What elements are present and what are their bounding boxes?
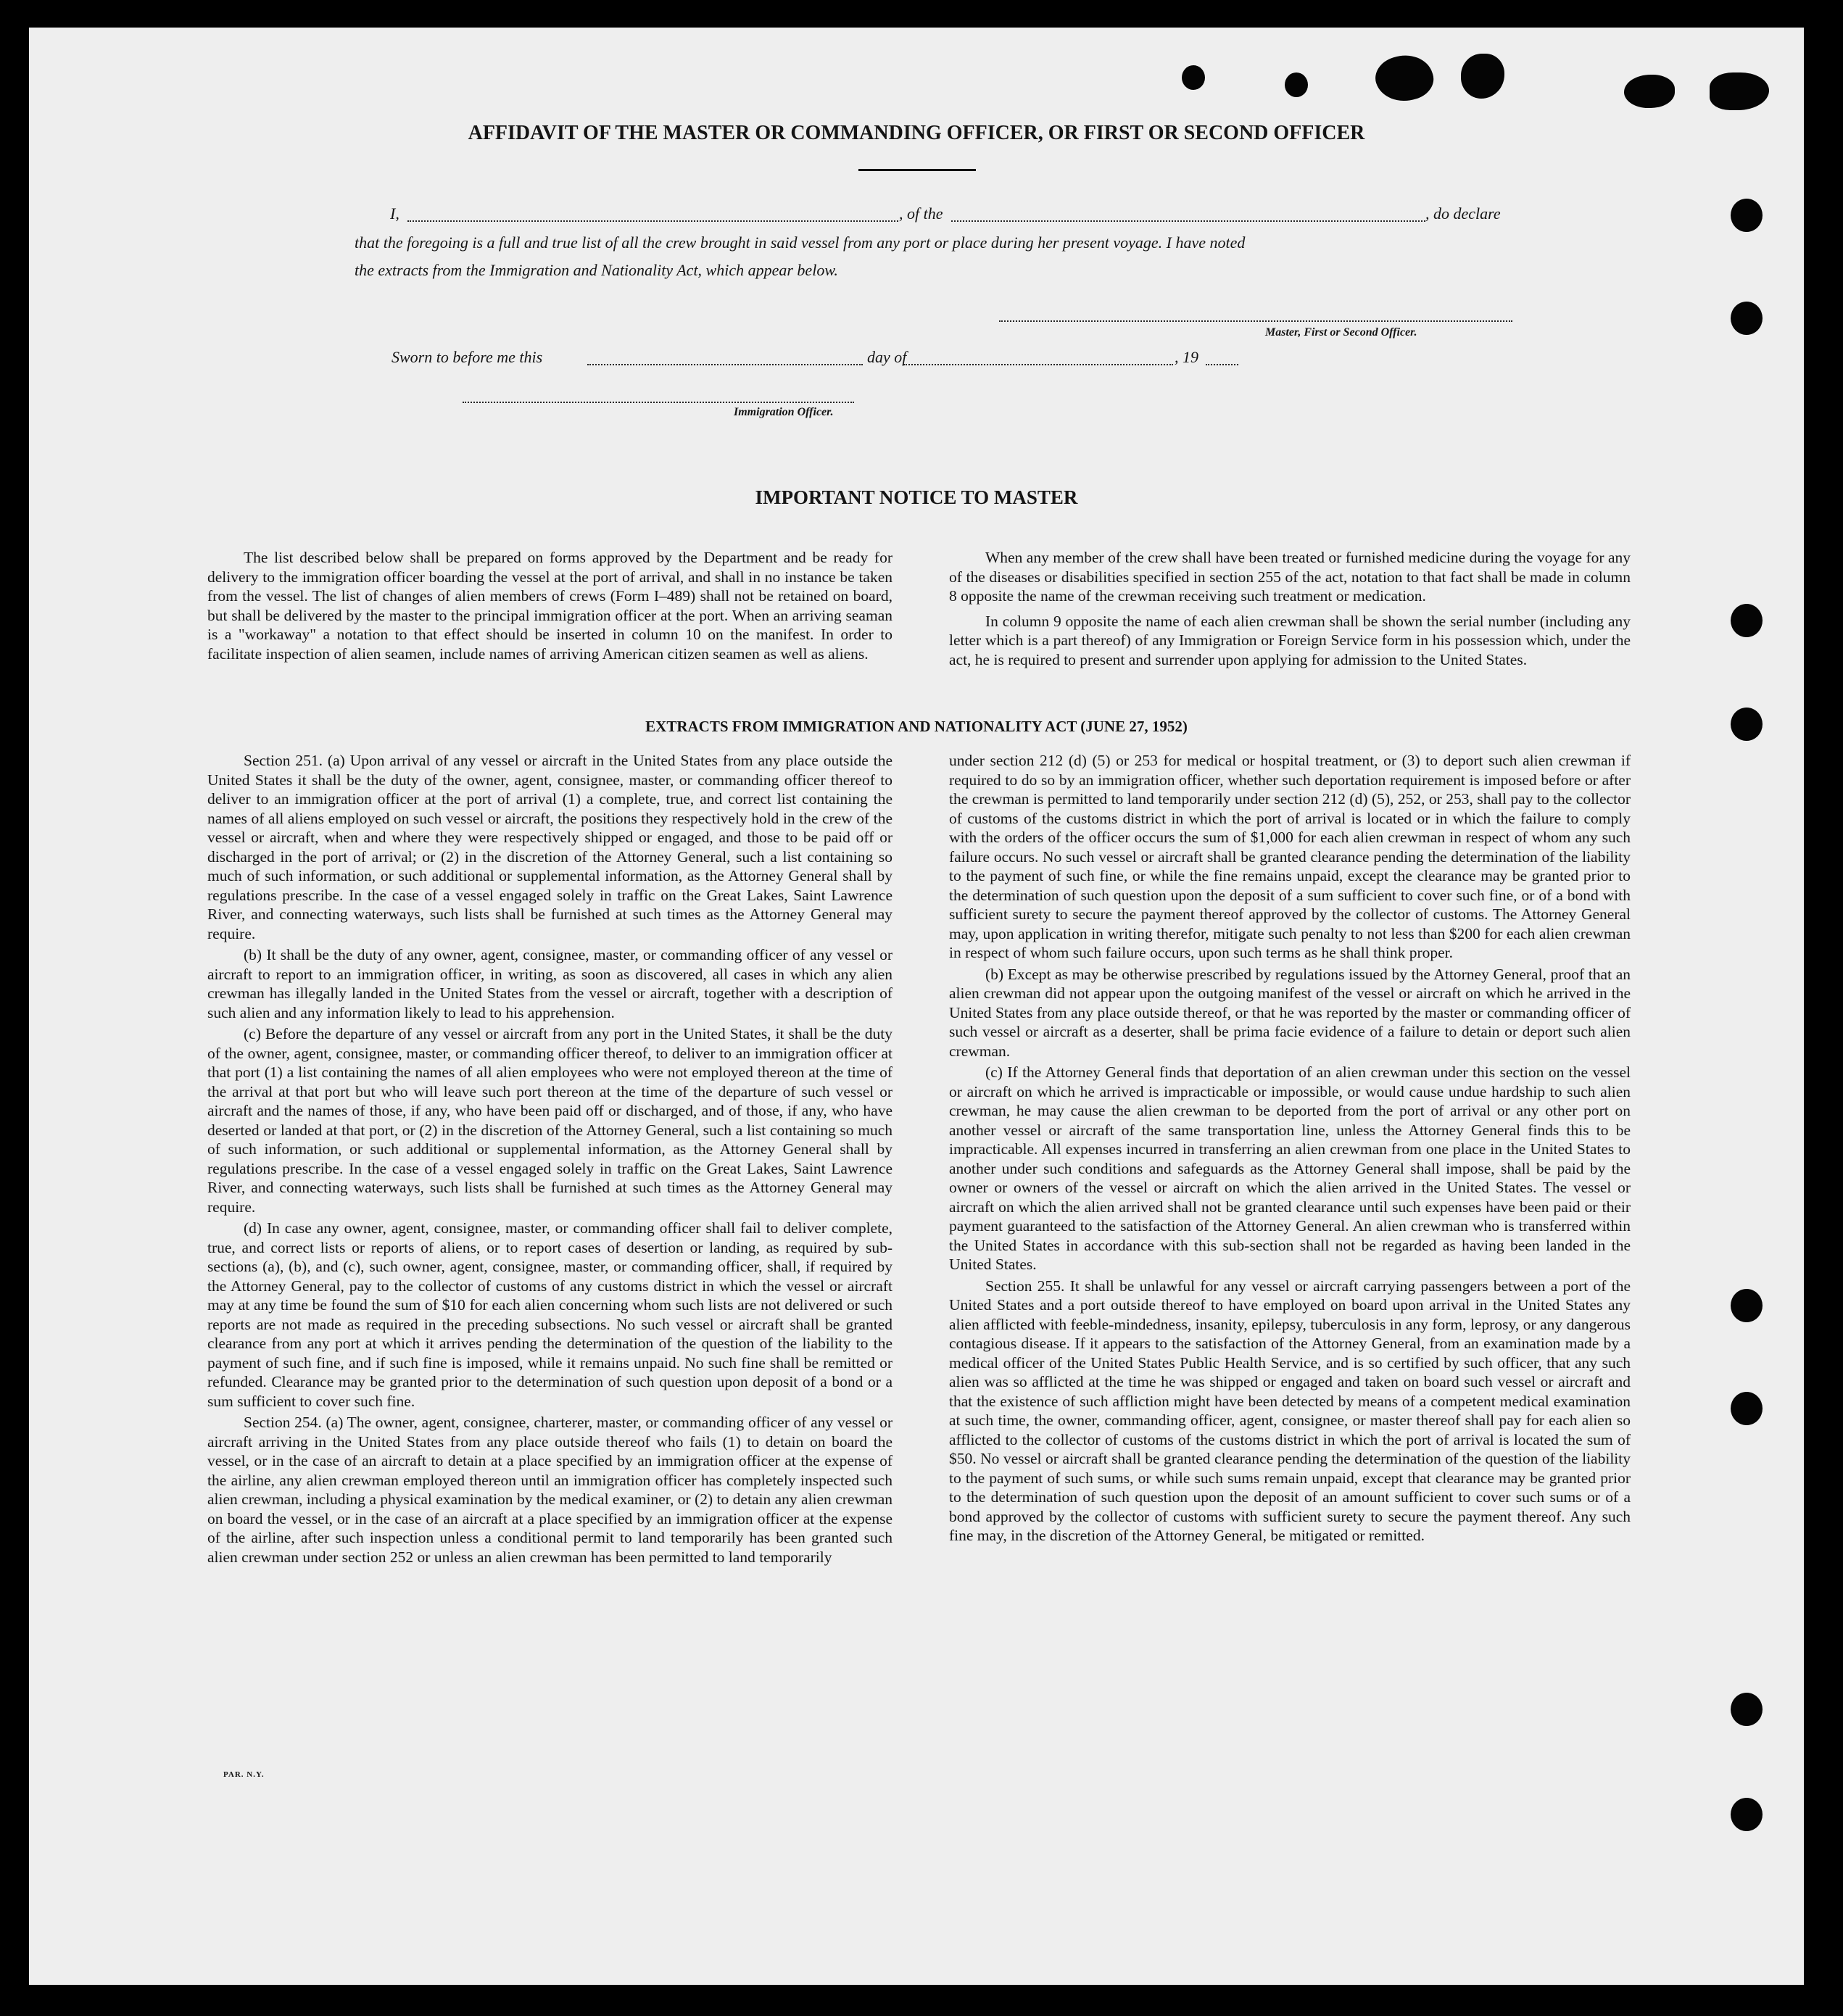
- notice-right-column: [949, 548, 1631, 671]
- do-declare-label: , do declare: [1425, 204, 1501, 223]
- act-paragraph: (b) Except as may be otherwise prescribed by regulations issued by the Attorney General, proof that an alien crewman did not appear upon the outgoing manifest of the vessel or aircraft on which he arrived in the United States from any place outside thereof, or that he was reported by the master or commanding officer of such vessel or aircraft as a deserter, shall be prima facie evidence of a failure to detain or deport such alien crewman.: [949, 965, 1631, 1060]
- notice-paragraph: When any member of the crew shall have been treated or furnished medicine during the voyage for any of the diseases or disabilities specified in section 255 of the act, notation to that fact shall be made in column 8 opposite the name of the crewman receiving such treatment or medication.: [949, 549, 1631, 605]
- punch-hole: [1731, 708, 1763, 741]
- sworn-day-blank: [587, 364, 863, 365]
- punch-hole: [1182, 65, 1205, 90]
- name-blank: [407, 220, 898, 222]
- act-paragraph: (d) In case any owner, agent, consignee, master, or commanding officer shall fail to deliver complete, true, and correct lists or reports of aliens, or to report cases of desertion or landing, as required by sub-sections (a), (b), and (c), such owner, agent, consignee, master, or commanding officer, shall, if required by the Attorney General, pay to the collector of customs of any customs district in which the vessel or aircraft may at any time be found the sum of $10 for each alien concerning whom such lists are not delivered or such reports are not made as required in the preceding subsections. No such vessel or aircraft shall be granted clearance from any port at which it arrives pending the determination of the question of the liability to the payment of such fine, and if such fine is imposed, while it remains unpaid. No such fine shall be remitted or refunded. Clearance may be granted prior to the determination of such question upon deposit of a bond or a sum sufficient to cover such fine.: [207, 1219, 892, 1410]
- declaration-line-1: that the foregoing is a full and true list of all the crew brought in said vessel from any port or place during her present voyage. I have noted: [355, 233, 1246, 252]
- master-signature-line: [999, 320, 1512, 322]
- punch-hole: [1731, 1392, 1763, 1425]
- of-the-label: , of the: [899, 204, 943, 223]
- sworn-month-blank: [903, 364, 1173, 365]
- master-signature-caption: Master, First or Second Officer.: [1265, 326, 1417, 339]
- notice-title: IMPORTANT NOTICE TO MASTER: [755, 486, 1078, 508]
- punch-hole: [1731, 199, 1763, 232]
- notice-left-column: [207, 548, 892, 665]
- notice-paragraph: The list described below shall be prepared on forms approved by the Department and be ready for delivery to the immigration officer boarding the vessel at the port of arrival, and shall in no instance be taken from the vessel. The list of changes of alien members of crews (Form I–489) shall not be retained on board, but shall be delivered by the master to the principal immigration officer at the port. When an arriving seaman is a "workaway" a notation to that effect should be inserted in column 10 on the manifest. In order to facilitate inspection of alien seamen, include names of arriving American citizen seamen as well as aliens.: [207, 549, 892, 663]
- notice-paragraph: In column 9 opposite the name of each alien crewman shall be shown the serial number (including any letter which is a part thereof) of any Immigration or Foreign Service form in his possession which, under the act, he is required to present and surrender upon applying for admission to the United States.: [949, 612, 1631, 668]
- extracts-right-column: [949, 751, 1631, 1760]
- act-paragraph: Section 251. (a) Upon arrival of any vessel or aircraft in the United States from any place outside the United States it shall be the duty of the owner, agent, consignee, master, or commanding officer thereof to deliver to an immigration officer at the port of arrival (1) a complete, true, and correct list containing the names of all aliens employed on such vessel or aircraft, the positions they respectively hold in the crew of the vessel or aircraft, when and where they were respectively shipped or engaged, and those to be paid off or discharged in the port of arrival; or (2) in the discretion of the Attorney General, such a list containing so much of such information, or such additional or supplemental information, as the Attorney General shall by regulations prescribe. In the case of a vessel engaged solely in traffic on the Great Lakes, Saint Lawrence River, and connecting waterways, such lists shall be furnished at such times as the Attorney General may require.: [207, 752, 892, 942]
- punch-hole: [1285, 72, 1308, 97]
- day-of-label: day of: [867, 348, 907, 366]
- year-label: , 19: [1175, 348, 1198, 366]
- punch-hole: [1731, 302, 1763, 335]
- punch-blot: [1370, 48, 1438, 109]
- act-paragraph: (b) It shall be the duty of any owner, agent, consignee, master, or commanding officer of any vessel or aircraft to report to an immigration officer, in writing, as soon as discovered, all cases in which any alien crewman has illegally landed in the United States from the vessel or aircraft, together with a description of such alien and any information likely to lead to his apprehension.: [207, 946, 892, 1021]
- punch-hole: [1731, 1289, 1763, 1322]
- act-paragraph: (c) If the Attorney General finds that deportation of an alien crewman under this section on the vessel or aircraft on which he arrived is impracticable or impossible, or would cause undue hardship to such alien crewman, he may cause the alien crewman to be deported from the port of arrival or any other port on another vessel or aircraft of the same transportation line, unless the Attorney General finds this to be impracticable. All expenses incurred in transferring an alien crewman from one place in the United States to another under such conditions and safeguards as the Attorney General shall impose, shall be paid by the owner or owners of the vessel or aircraft on which the alien arrived in the United States. The vessel or aircraft on which the alien arrived shall not be granted clearance until such expenses have been paid or their payment guaranteed to the satisfaction of the Attorney General. An alien crewman who is transferred within the United States in accordance with this sub-section shall not be regarded as having been landed in the United States.: [949, 1063, 1631, 1273]
- i-label: I,: [390, 204, 399, 223]
- punch-hole: [1731, 1693, 1763, 1726]
- affidavit-title: AFFIDAVIT OF THE MASTER OR COMMANDING OFFICER, OR FIRST OR SECOND OFFICER: [468, 122, 1365, 144]
- act-paragraph: under section 212 (d) (5) or 253 for medical or hospital treatment, or (3) to deport such alien crewman if required to do so by an immigration officer, whether such deportation requirement is imposed before or after the crewman is permitted to land temporarily under section 212 (d) (5), 252, or 253, shall pay to the collector of customs of the customs district in which the port of arrival is located or in which the failure to comply with the orders of the officer occurs the sum of $1,000 for each alien crewman in respect of whom any such failure occurs. No such vessel or aircraft shall be granted clearance pending the determination of the liability to the payment of such fine, or while the fine remains unpaid, except the clearance may be granted prior to the determination of such question upon the deposit of a sum sufficient to cover such fine, or of a bond with sufficient surety to secure the payment thereof approved by the collector of customs. The Attorney General may, upon application in writing therefor, mitigate such penalty to not less than $200 for each alien crewman in respect of whom such failure occurs, upon such terms as he shall think proper.: [949, 752, 1631, 961]
- punch-hole: [1731, 604, 1763, 637]
- act-paragraph: Section 254. (a) The owner, agent, consignee, charterer, master, or commanding officer of any vessel or aircraft arriving in the United States from any place outside thereof who fails (1) to detain on board the vessel, or in the case of an aircraft to detain at a place specified by an immigration officer at the expense of the airline, any alien crewman employed thereon until an immigration officer has completely inspected such alien crewman, including a physical examination by the medical examiner, or (2) to detain any alien crewman on board the vessel, or in the case of an aircraft at a place specified by an immigration officer at the expense of the airline, after such inspection unless a conditional permit to land temporarily has been granted such alien crewman under section 252 or unless an alien crewman has been permitted to land temporarily: [207, 1414, 892, 1566]
- title-underline: [858, 169, 976, 171]
- punch-blot: [1461, 54, 1504, 99]
- act-paragraph: Section 255. It shall be unlawful for any vessel or aircraft carrying passengers between a port of the United States and a port outside thereof to have employed on board upon arrival in the United States any alien afflicted with feeble-mindedness, insanity, epilepsy, tuberculosis in any form, leprosy, or any dangerous contagious disease. If it appears to the satisfaction of the Attorney General, from an examination made by a medical officer of the United States Public Health Service, and is so certified by such officer, that any such alien was so afflicted at the time he was shipped or engaged and taken on board such vessel or aircraft and that the existence of such affliction might have been detected by means of a competent medical examination at such time, the owner, commanding officer, agent, consignee, or master thereof shall pay for each alien so afflicted to the collector of customs of the customs district in which the port of arrival is located the sum of $50. No vessel or aircraft shall be granted clearance pending the determination of the question of the liability to the payment of such sums, or while such sums remain unpaid, except that clearance may be granted prior to the determination of such question upon the deposit of an amount sufficient to cover such sums or of a bond approved by the collector of customs with sufficient surety to secure the payment thereof. Any such fine may, in the discretion of the Attorney General, be mitigated or remitted.: [949, 1277, 1631, 1544]
- sworn-label: Sworn to before me this: [392, 348, 543, 366]
- punch-hole: [1731, 1798, 1763, 1831]
- extracts-left-column: [207, 751, 892, 1760]
- extracts-title: EXTRACTS FROM IMMIGRATION AND NATIONALITY ACT (JUNE 27, 1952): [645, 718, 1188, 735]
- act-paragraph: (c) Before the departure of any vessel or aircraft from any port in the United States, it shall be the duty of the owner, agent, consignee, master, or commanding officer thereof, to deliver to an immigration officer at that port (1) a list containing the names of all alien employees who were not employed thereon at the time of the arrival at that port but who will leave such port thereon at the time of the departure of such vessel or aircraft and the names of those, if any, who have been paid off or discharged, and of those, if any, who have deserted or landed at that port, or (2) in the discretion of the Attorney General, such a list containing so much of such information, or such additional or supplemental information, as the Attorney General shall by regulations prescribe. In the case of a vessel engaged solely in traffic on the Great Lakes, Saint Lawrence River, and connecting waterways, such lists shall be furnished at such times as the Attorney General may require.: [207, 1025, 892, 1216]
- printer-mark: PAR. N.Y.: [223, 1770, 265, 1779]
- declaration-line-2: the extracts from the Immigration and Nationality Act, which appear below.: [355, 261, 838, 279]
- immigration-officer-caption: Immigration Officer.: [734, 406, 834, 418]
- punch-blot: [1624, 75, 1675, 108]
- document-page: [29, 28, 1804, 1985]
- immigration-officer-line: [463, 402, 854, 403]
- vessel-blank: [951, 220, 1425, 222]
- punch-blot: [1710, 72, 1769, 110]
- sworn-year-blank: [1206, 364, 1238, 365]
